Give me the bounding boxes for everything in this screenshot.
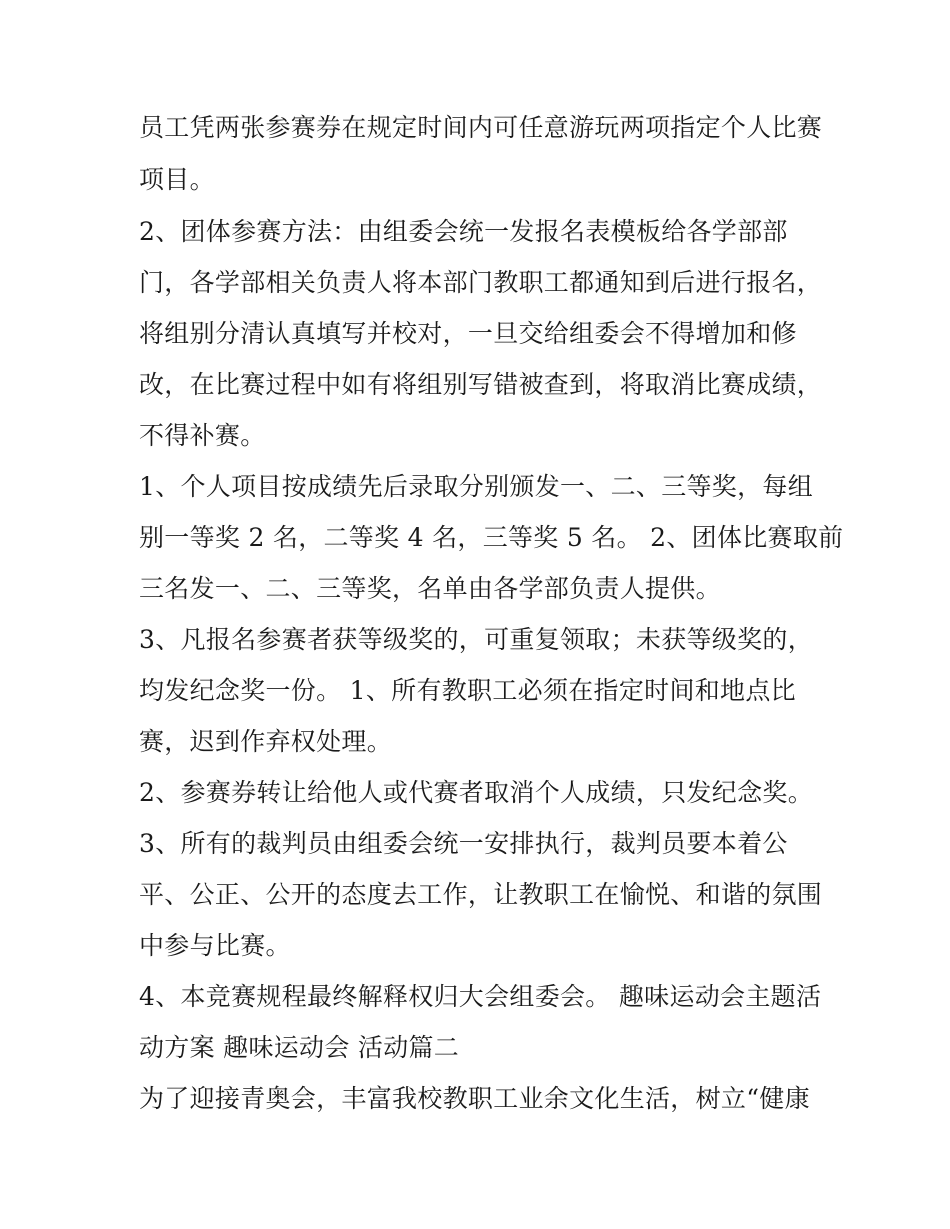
- text-line: 3、凡报名参赛者获等级奖的，可重复领取；未获等级奖的，: [139, 625, 814, 654]
- text-line: 不得补赛。: [139, 421, 266, 450]
- text-line: 项目。: [139, 165, 215, 194]
- text-line: 中参与比赛。: [139, 931, 291, 960]
- text-line: 改，在比赛过程中如有将组别写错被查到，将取消比赛成绩，: [139, 370, 823, 399]
- text-line: 2、团体参赛方法：由组委会统一发报名表模板给各学部部: [139, 217, 788, 246]
- text-line: 平、公正、公开的态度去工作，让教职工在愉悦、和谐的氛围: [139, 880, 823, 909]
- text-line: 3、所有的裁判员由组委会统一安排执行，裁判员要本着公: [139, 829, 788, 858]
- text-line: 为了迎接青奥会，丰富我校教职工业余文化生活，树立“健康: [139, 1084, 810, 1113]
- text-line: 2、参赛券转让给他人或代赛者取消个人成绩，只发纪念奖。: [139, 778, 814, 807]
- text-line: 别一等奖 2 名，二等奖 4 名，三等奖 5 名。 2、团体比赛取前: [139, 523, 844, 552]
- text-line: 1、个人项目按成绩先后录取分别颁发一、二、三等奖，每组: [139, 472, 814, 501]
- text-line: 门，各学部相关负责人将本部门教职工都通知到后进行报名，: [139, 268, 823, 297]
- text-line: 动方案 趣味运动会 活动篇二: [139, 1033, 460, 1062]
- text-line: 将组别分清认真填写并校对，一旦交给组委会不得增加和修: [139, 319, 797, 348]
- text-line: 员工凭两张参赛券在规定时间内可任意游玩两项指定个人比赛: [139, 113, 823, 142]
- text-line: 4、本竞赛规程最终解释权归大会组委会。 趣味运动会主题活: [139, 982, 822, 1011]
- text-line: 赛，迟到作弃权处理。: [139, 727, 393, 756]
- text-line: 三名发一、二、三等奖，名单由各学部负责人提供。: [139, 574, 721, 603]
- text-line: 均发纪念奖一份。 1、所有教职工必须在指定时间和地点比: [139, 676, 796, 705]
